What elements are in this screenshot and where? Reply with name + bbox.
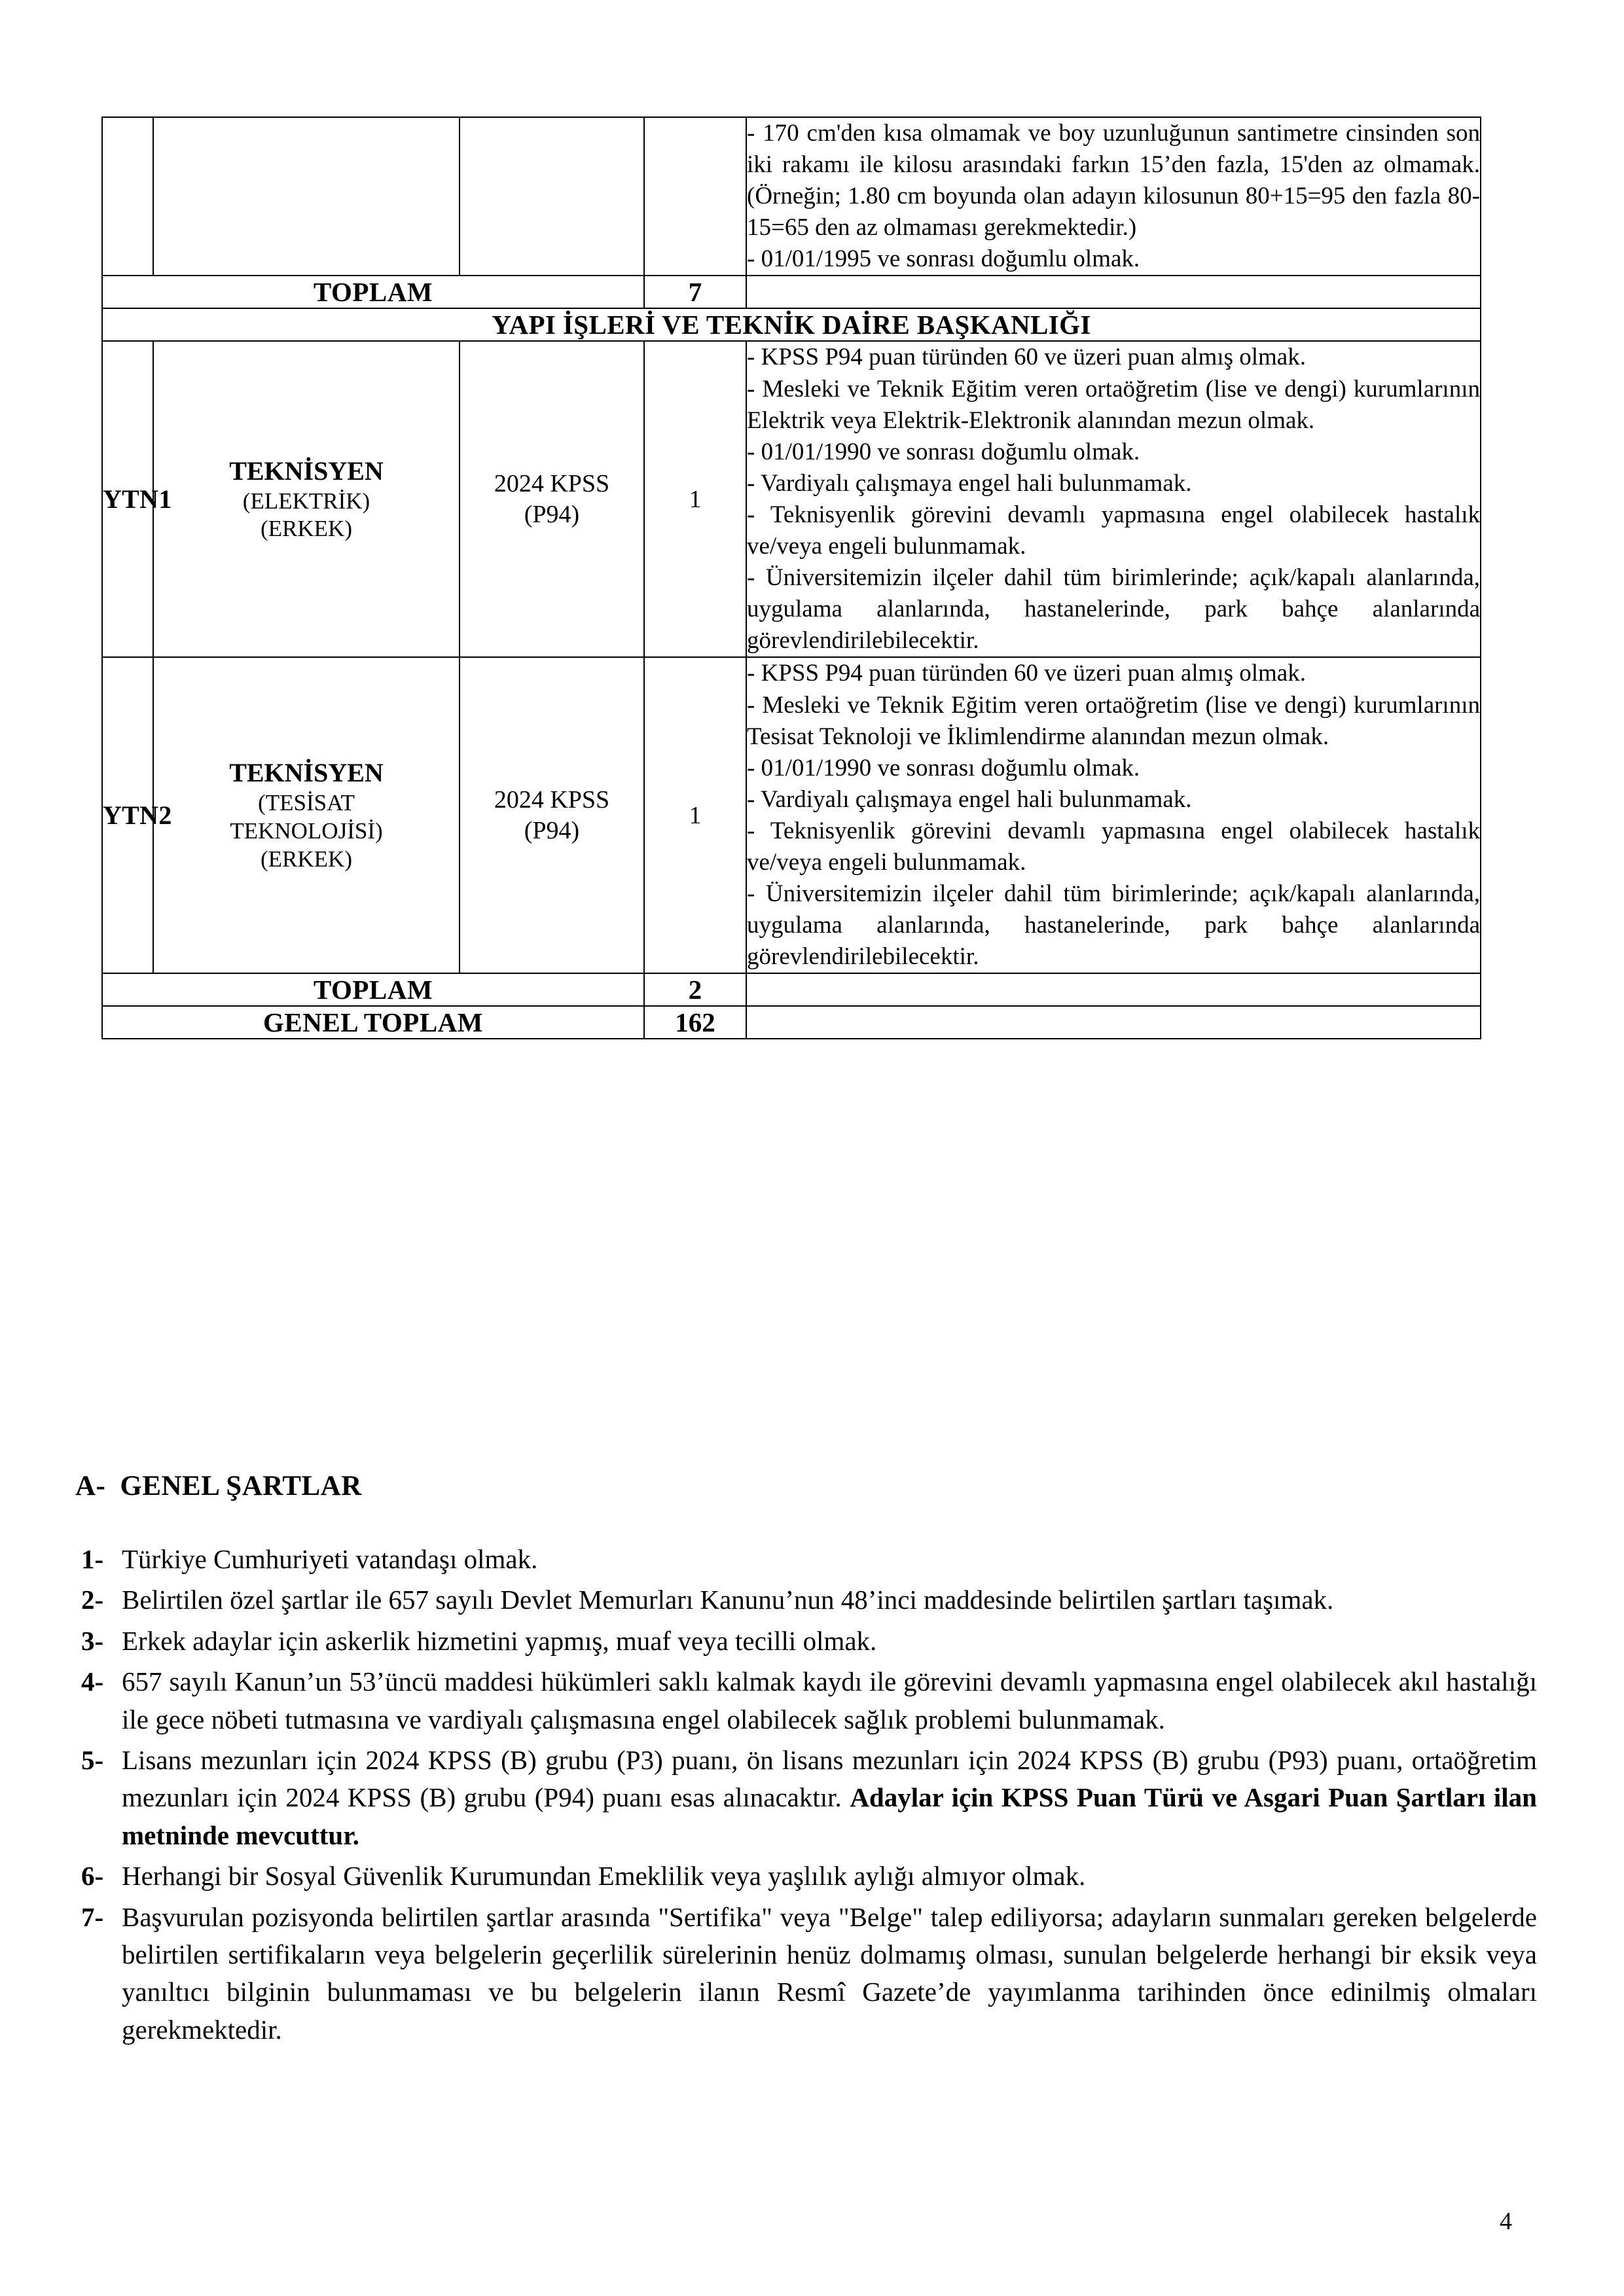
section-header-row (102, 308, 1481, 341)
list-item (79, 1742, 1538, 1854)
genel-sartlar-marker: A- (75, 1471, 106, 1501)
cell-adet: 1 (644, 657, 746, 973)
list-item-number: 5- (81, 1744, 104, 1775)
list-item-text: Başvurulan pozisyonda belirtilen şartlar arasında "Sertifika" veya "Belge" talep ediliyorsa; adayların sunmaları gereken belgelerde belirtilen sertifikaların veya belgelerin geçerlilik sürelerinin henüz dolmamış olması, sunulan belgelerde herhangi bir eksik veya yanıltıcı bilginin bulunmaması ve bu belgelerin ilanın Resmî Gazete’de yayımlanma tarihinden önce edinilmiş olmaları gerekmektedir. (122, 1901, 1537, 2045)
pozisyon-title: TEKNİSYEN (229, 456, 384, 486)
criteria-line: - Teknisyenlik görevini devamlı yapmasına engel olabilecek hastalık ve/veya engeli bulunmamak. (747, 501, 1480, 560)
pozisyon-sub: (ERKEK) (261, 846, 352, 872)
list-item-text: Belirtilen özel şartlar ile 657 sayılı Devlet Memurları Kanunu’nun 48’inci maddesinde belirtilen şartları taşımak. (122, 1585, 1334, 1615)
criteria-line: - Mesleki ve Teknik Eğitim veren ortaöğretim (lise ve dengi) kurumlarının Elektrik veya Elektrik-Elektronik alanından mezun olmak. (747, 375, 1480, 434)
list-item-number: 7- (81, 1901, 104, 1932)
toplam-value: 7 (644, 276, 746, 308)
toplam-label: TOPLAM (102, 276, 644, 308)
pozisyon-sub: (ELEKTRİK) (242, 488, 370, 514)
list-item-number: 1- (81, 1544, 104, 1574)
toplam-empty (746, 973, 1481, 1006)
list-item (79, 1581, 1538, 1619)
genel-toplam-empty (746, 1006, 1481, 1039)
list-item-text: 657 sayılı Kanun’un 53’üncü maddesi hükümleri saklı kalmak kaydı ile görevini devamlı yapmasına engel olabilecek akıl hastalığı ile gece nöbeti tutmasına ve vardiyalı çalışmasına engel olabilecek sağlık problemi bulunmamak. (122, 1666, 1537, 1734)
list-item (79, 1663, 1538, 1738)
criteria-line: - 170 cm'den kısa olmamak ve boy uzunluğunun santimetre cinsinden son iki rakamı ile kilosu arasındaki farkın 15’den fazla, 15'den az olmamak. (Örneğin; 1.80 cm boyunda olan adayın kilosunun 80+15=95 den fazla 80-15=65 den az olmaması gerekmektedir.) (747, 120, 1480, 242)
criteria-line: - 01/01/1995 ve sonrası doğumlu olmak. (747, 245, 1140, 273)
cell-adet (644, 117, 746, 276)
genel-toplam-label: GENEL TOPLAM (102, 1006, 644, 1039)
cell-adet: 1 (644, 341, 746, 657)
criteria-line: - Üniversitemizin ilçeler dahil tüm birimlerinde; açık/kapalı alanlarında, uygulama alanlarında, hastanelerinde, park bahçe alanlarında görevlendirilebilecektir. (747, 880, 1480, 971)
list-item-number: 4- (81, 1666, 104, 1697)
list-item-text: Lisans mezunları için 2024 KPSS (B) grubu (P3) puanı, ön lisans mezunları için 2024 KPSS (B) grubu (P93) puanı, ortaöğretim mezunları için 2024 KPSS (B) grubu (P94) puanı esas alınacaktır. (122, 1744, 1537, 1813)
toplam-value: 2 (644, 973, 746, 1006)
cell-kod: YTN1 (102, 341, 153, 657)
toplam-row (102, 276, 1481, 308)
cell-nitelikler (746, 341, 1481, 657)
cell-nitelikler (746, 657, 1481, 973)
page-number: 4 (1500, 2208, 1512, 2235)
genel-sartlar-title: GENEL ŞARTLAR (120, 1471, 362, 1501)
criteria-line: - Vardiyalı çalışmaya engel hali bulunmamak. (747, 785, 1192, 813)
list-item-text: Erkek adaylar için askerlik hizmetini yapmış, muaf veya tecilli olmak. (122, 1625, 877, 1656)
list-item-text: Herhangi bir Sosyal Güvenlik Kurumundan Emeklilik veya yaşlılık aylığı almıyor olmak. (122, 1861, 1086, 1892)
list-item-number: 3- (81, 1625, 104, 1656)
cell-pozisyon (153, 341, 460, 657)
list-item-text: Türkiye Cumhuriyeti vatandaşı olmak. (122, 1544, 538, 1574)
criteria-line: - Üniversitemizin ilçeler dahil tüm birimlerinde; açık/kapalı alanlarında, uygulama alanlarında, hastanelerinde, park bahçe alanlarında görevlendirilebilecektir. (747, 564, 1480, 655)
table-row (102, 341, 1481, 657)
genel-toplam-row (102, 1006, 1481, 1039)
list-item (79, 1899, 1538, 2049)
toplam-row (102, 973, 1481, 1006)
cell-kod: YTN2 (102, 657, 153, 973)
cell-nitelikler (746, 117, 1481, 276)
pozisyon-tablosu (101, 117, 1480, 1039)
cell-kod (102, 117, 153, 276)
kpss-line: 2024 KPSS (494, 469, 610, 497)
pozisyon-sub: (TESİSAT (258, 790, 355, 816)
criteria-line: - Vardiyalı çalışmaya engel hali bulunmamak. (747, 469, 1192, 497)
cell-kpss (460, 117, 644, 276)
list-item (79, 1623, 1538, 1660)
list-item-text-mixed (122, 1742, 1538, 1854)
list-item (79, 1541, 1538, 1578)
criteria-line: - 01/01/1990 ve sonrası doğumlu olmak. (747, 754, 1140, 781)
criteria-line: - KPSS P94 puan türünden 60 ve üzeri puan almış olmak. (747, 344, 1306, 371)
pozisyon-table (101, 117, 1481, 1039)
pozisyon-sub: (ERKEK) (261, 516, 352, 542)
cell-kpss (460, 657, 644, 973)
genel-sartlar-heading (75, 1470, 362, 1502)
list-item-text-bold: Adaylar için KPSS Puan Türü ve Asgari Puan Şartları ilan metninde mevcuttur. (122, 1782, 1537, 1850)
section-header-title: YAPI İŞLERİ VE TEKNİK DAİRE BAŞKANLIĞI (102, 308, 1481, 341)
genel-toplam-value: 162 (644, 1006, 746, 1039)
cell-kpss (460, 341, 644, 657)
toplam-empty (746, 276, 1481, 308)
pozisyon-title: TEKNİSYEN (229, 758, 384, 788)
kpss-line: (P94) (524, 500, 580, 528)
list-item (79, 1857, 1538, 1895)
pozisyon-sub: TEKNOLOJİSİ) (230, 817, 383, 844)
kpss-line: 2024 KPSS (494, 785, 610, 814)
criteria-line: - KPSS P94 puan türünden 60 ve üzeri puan almış olmak. (747, 660, 1306, 687)
criteria-line: - Teknisyenlik görevini devamlı yapmasına engel olabilecek hastalık ve/veya engeli bulunmamak. (747, 817, 1480, 876)
kpss-line: (P94) (524, 816, 580, 844)
cell-pozisyon (153, 117, 460, 276)
criteria-line: - Mesleki ve Teknik Eğitim veren ortaöğretim (lise ve dengi) kurumlarının Tesisat Teknoloji ve İklimlendirme alanından mezun olmak. (747, 691, 1480, 750)
criteria-line: - 01/01/1990 ve sonrası doğumlu olmak. (747, 438, 1140, 465)
cell-pozisyon (153, 657, 460, 973)
table-row (102, 657, 1481, 973)
list-item-number: 2- (81, 1585, 104, 1615)
table-row (102, 117, 1481, 276)
list-item-number: 6- (81, 1861, 104, 1892)
toplam-label: TOPLAM (102, 973, 644, 1006)
genel-sartlar-list (79, 1541, 1538, 2052)
